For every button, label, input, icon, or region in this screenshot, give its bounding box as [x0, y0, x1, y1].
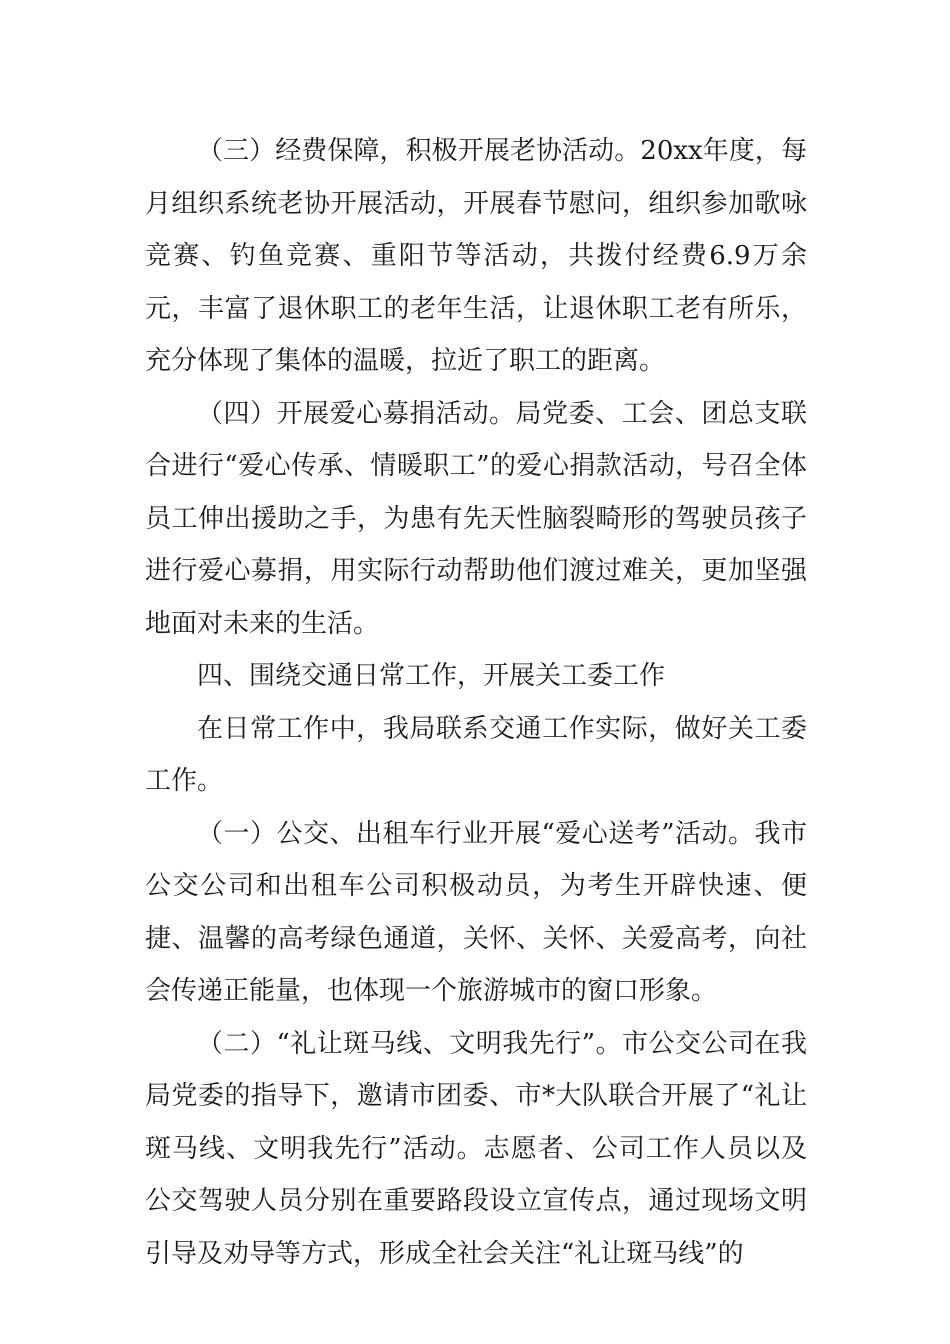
paragraph-funding-support: （三）经费保障，积极开展老协活动。20xx年度，每月组织系统老协开展活动，开展春节慰问，组织参加歌咏竞赛、钓鱼竞赛、重阳节等活动，共拨付经费6.9万余元，丰富了退休职工的老年生活，让退休职工老有所乐，充分体现了集体的温暖，拉近了职工的距离。	[145, 136, 807, 376]
section-heading-four: 四、围绕交通日常工作，开展关工委工作	[197, 661, 666, 691]
paragraph-charity-donation: （四）开展爱心募捐活动。局党委、工会、团总支联合进行“爱心传承、情暖职工”的爱心捐款活动，号召全体员工伸出援助之手，为患有先天性脑裂畸形的驾驶员孩子进行爱心募捐，用实际行动帮助他们渡过难关，更加坚强地面对未来的生活。	[145, 398, 807, 639]
paragraph-daily-work: 在日常工作中，我局联系交通工作实际，做好关工委工作。	[145, 713, 807, 796]
document-body	[145, 125, 807, 1280]
paragraph-zebra-crossing: （二）“礼让斑马线、文明我先行”。市公交公司在我局党委的指导下，邀请市团委、市*大队联合开展了“礼让斑马线、文明我先行”活动。志愿者、公司工作人员以及公交驾驶人员分别在重要路段设立宣传点，通过现场文明引导及劝导等方式，形成全社会关注“礼让斑马线”的	[145, 1028, 807, 1269]
paragraph-exam-support: （一）公交、出租车行业开展“爱心送考”活动。我市公交公司和出租车公司积极动员，为考生开辟快速、便捷、温馨的高考绿色通道，关怀、关怀、关爱高考，向社会传递正能量，也体现一个旅游城市的窗口形象。	[145, 818, 807, 1006]
